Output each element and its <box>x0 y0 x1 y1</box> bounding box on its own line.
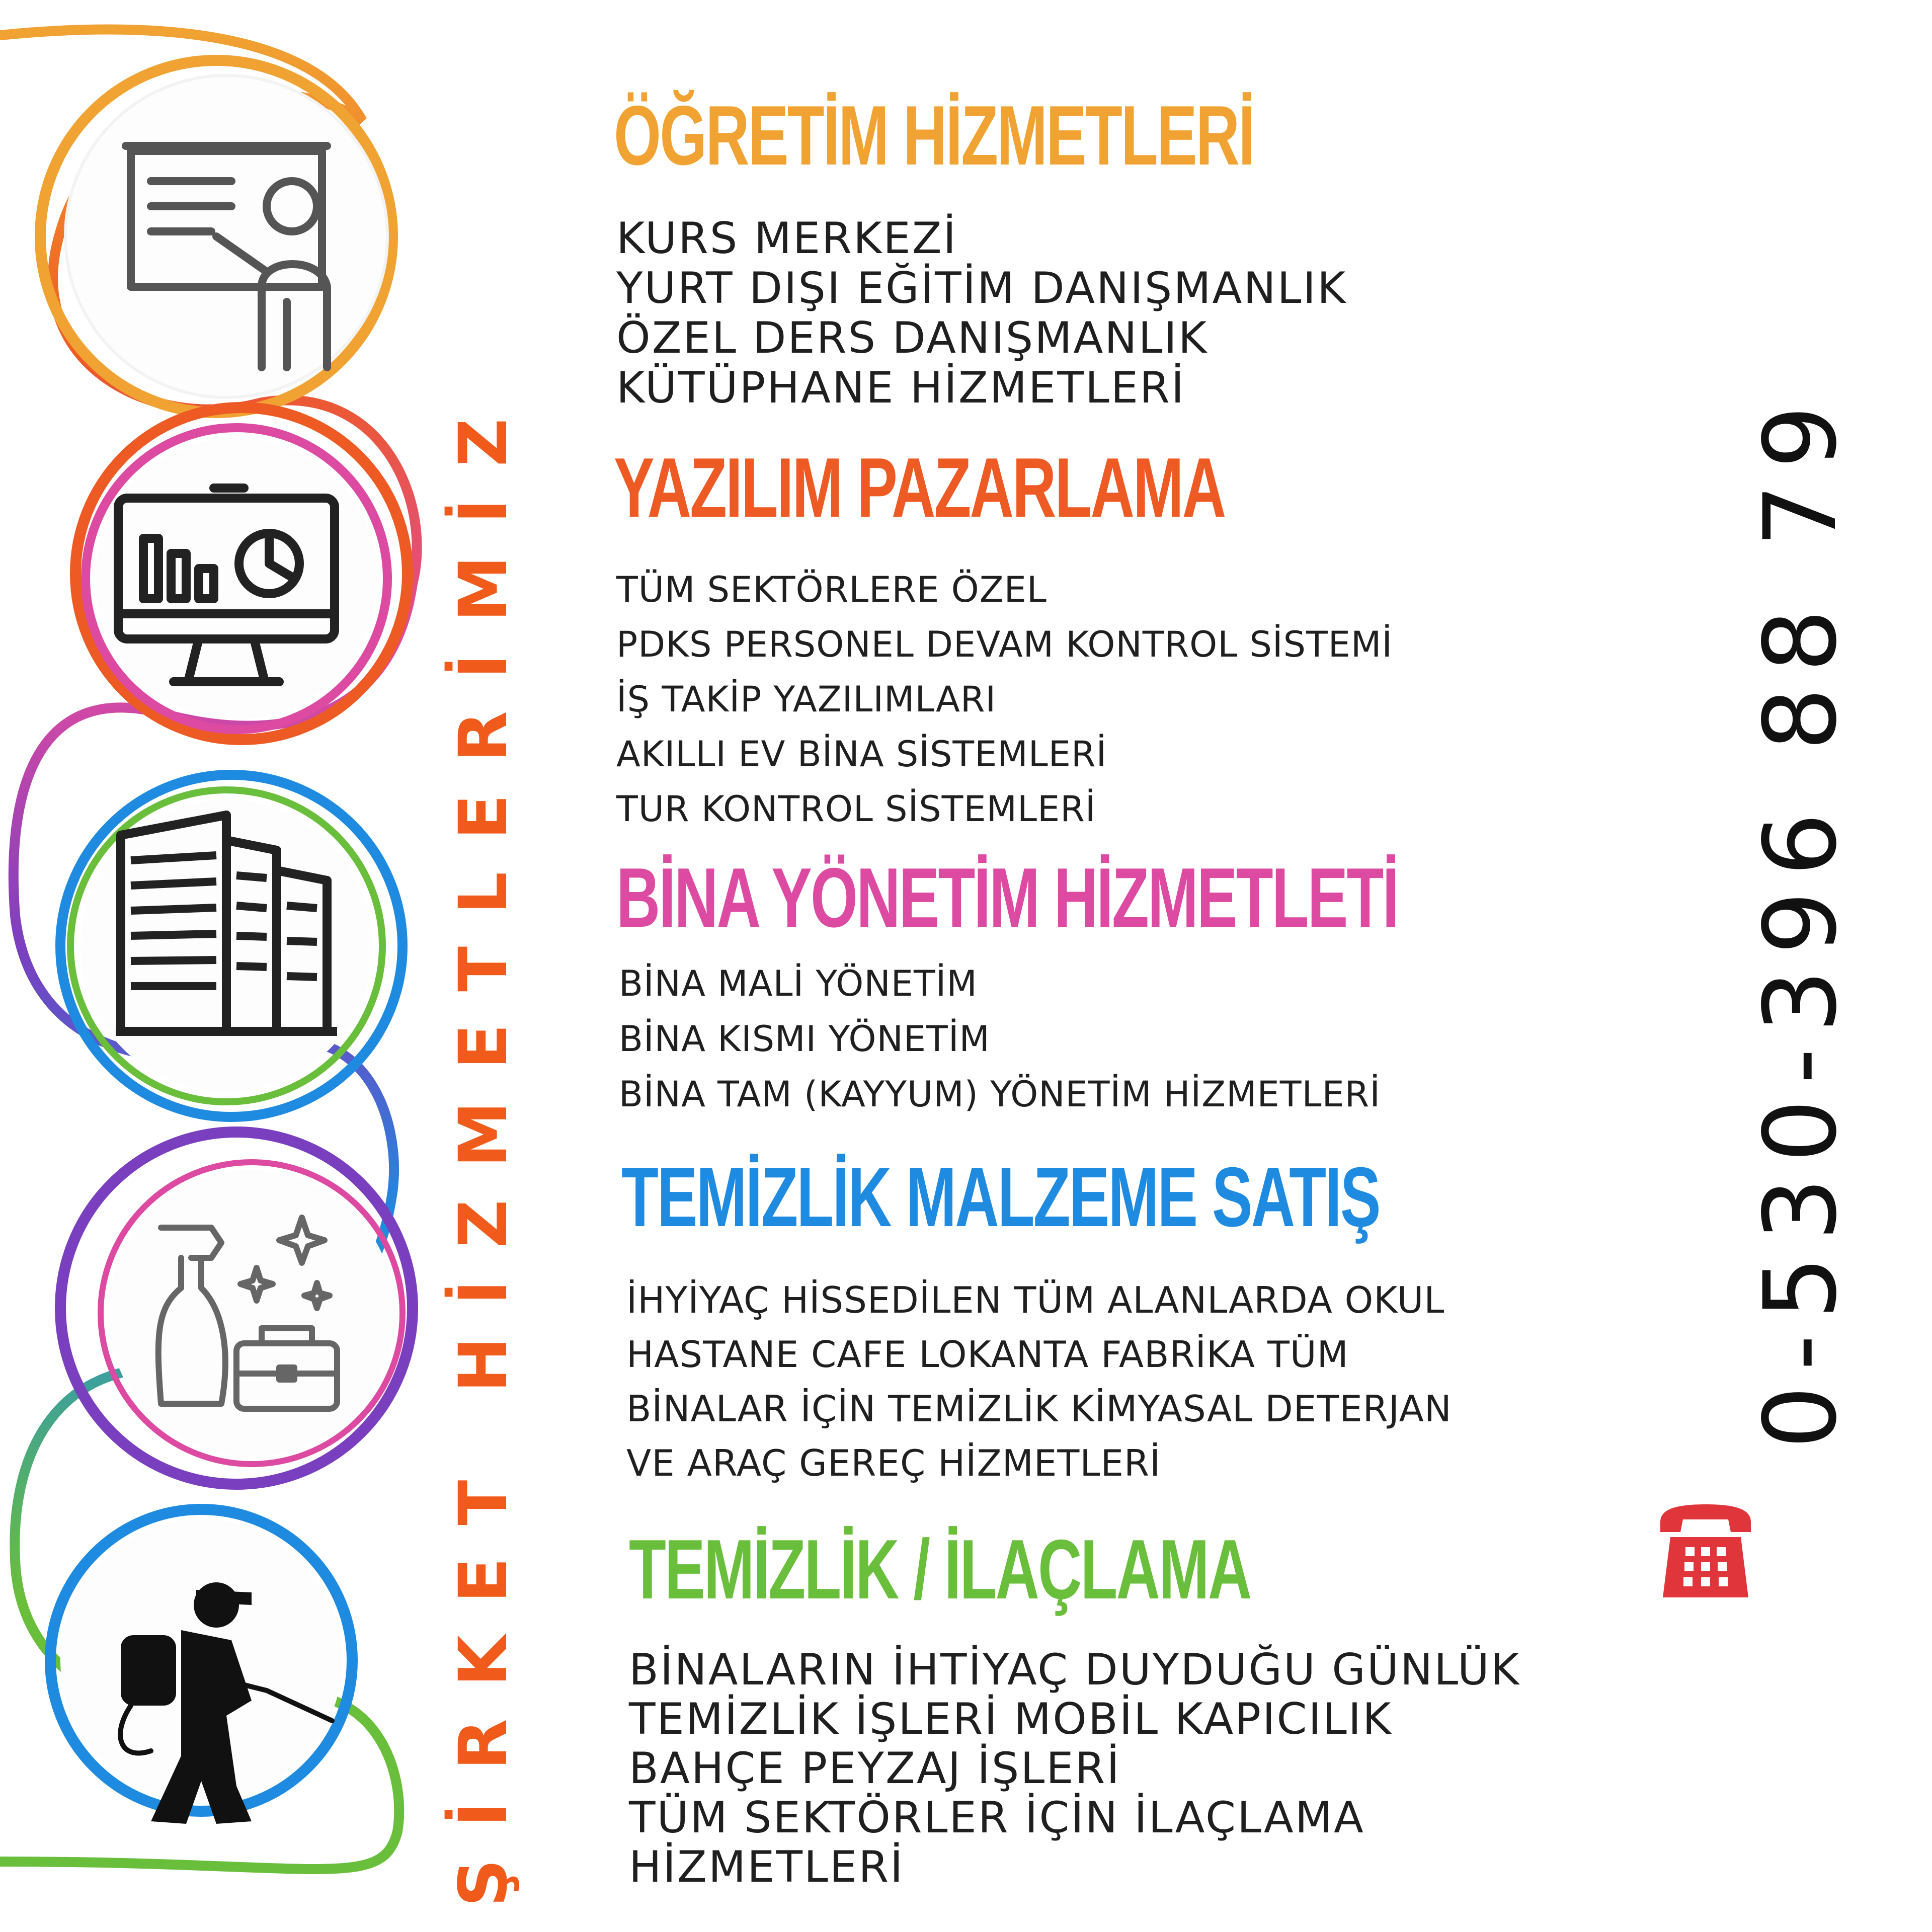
section-items-temizlik-malzeme <box>626 1273 1452 1490</box>
list-item: BİNA TAM (KAYYUM) YÖNETİM HİZMETLERİ <box>619 1074 1381 1115</box>
vertical-title: ŞİRKET HİZMETLERİMİZ <box>445 386 522 1907</box>
section-title-temizlik-malzeme: TEMİZLİK MALZEME SATIŞ <box>621 1150 1380 1244</box>
section-items-yazilim <box>616 562 1393 837</box>
phone-number[interactable]: 0-530-396 88 79 <box>1742 390 1859 1449</box>
teacher-icon <box>121 136 352 372</box>
list-item: ÖZEL DERS DANIŞMANLIK <box>616 313 1209 363</box>
section-title-ilaclama: TEMİZLİK / İLAÇLAMA <box>629 1522 1251 1617</box>
list-item: KURS MERKEZİ <box>616 213 958 264</box>
list-item: AKILLI EV BİNA SİSTEMLERİ <box>616 734 1107 775</box>
list-item: TÜM SEKTÖRLER İÇİN İLAÇLAMA <box>629 1793 1365 1843</box>
list-item: HASTANE CAFE LOKANTA FABRİKA TÜM <box>626 1333 1349 1376</box>
pest-sprayer-icon <box>101 1570 342 1831</box>
list-item: İHYİYAÇ HİSSEDİLEN TÜM ALANLARDA OKUL <box>626 1279 1445 1321</box>
list-item: YURT DIŞI EĞİTİM DANIŞMANLIK <box>616 263 1347 313</box>
list-item: HİZMETLERİ <box>629 1842 905 1892</box>
section-items-bina <box>619 956 1381 1122</box>
list-item: BİNA KISMI YÖNETİM <box>619 1018 990 1060</box>
section-title-ogretim: ÖĞRETİM HİZMETLERİ <box>614 88 1254 183</box>
list-item: BAHÇE PEYZAJ İŞLERİ <box>629 1743 1121 1794</box>
list-item: KÜTÜPHANE HİZMETLERİ <box>616 363 1186 413</box>
section-title-bina: BİNA YÖNETİM HİZMETLETİ <box>616 850 1398 945</box>
section-title-yazilim: YAZILIM PAZARLAMA <box>614 440 1225 535</box>
list-item: PDKS PERSONEL DEVAM KONTROL SİSTEMİ <box>616 624 1393 665</box>
section-items-ogretim <box>616 214 1347 413</box>
list-item: BİNA MALİ YÖNETİM <box>619 963 978 1004</box>
list-item: TÜM SEKTÖRLERE ÖZEL <box>616 569 1047 610</box>
list-item: TEMİZLİK İŞLERİ MOBİL KAPICILIK <box>629 1694 1393 1744</box>
telephone-icon <box>1655 1502 1756 1602</box>
section-items-ilaclama <box>629 1645 1520 1892</box>
building-icon <box>111 805 342 1036</box>
list-item: BİNALARIN İHTİYAÇ DUYDUĞU GÜNLÜK <box>629 1645 1521 1695</box>
cleaning-supplies-icon <box>151 1208 352 1419</box>
list-item: VE ARAÇ GEREÇ HİZMETLERİ <box>626 1442 1161 1484</box>
list-item: İŞ TAKİP YAZILIMLARI <box>616 679 997 720</box>
analytics-monitor-icon <box>113 483 345 694</box>
list-item: BİNALAR İÇİN TEMİZLİK KİMYASAL DETERJAN <box>626 1388 1452 1430</box>
list-item: TUR KONTROL SİSTEMLERİ <box>616 788 1096 830</box>
